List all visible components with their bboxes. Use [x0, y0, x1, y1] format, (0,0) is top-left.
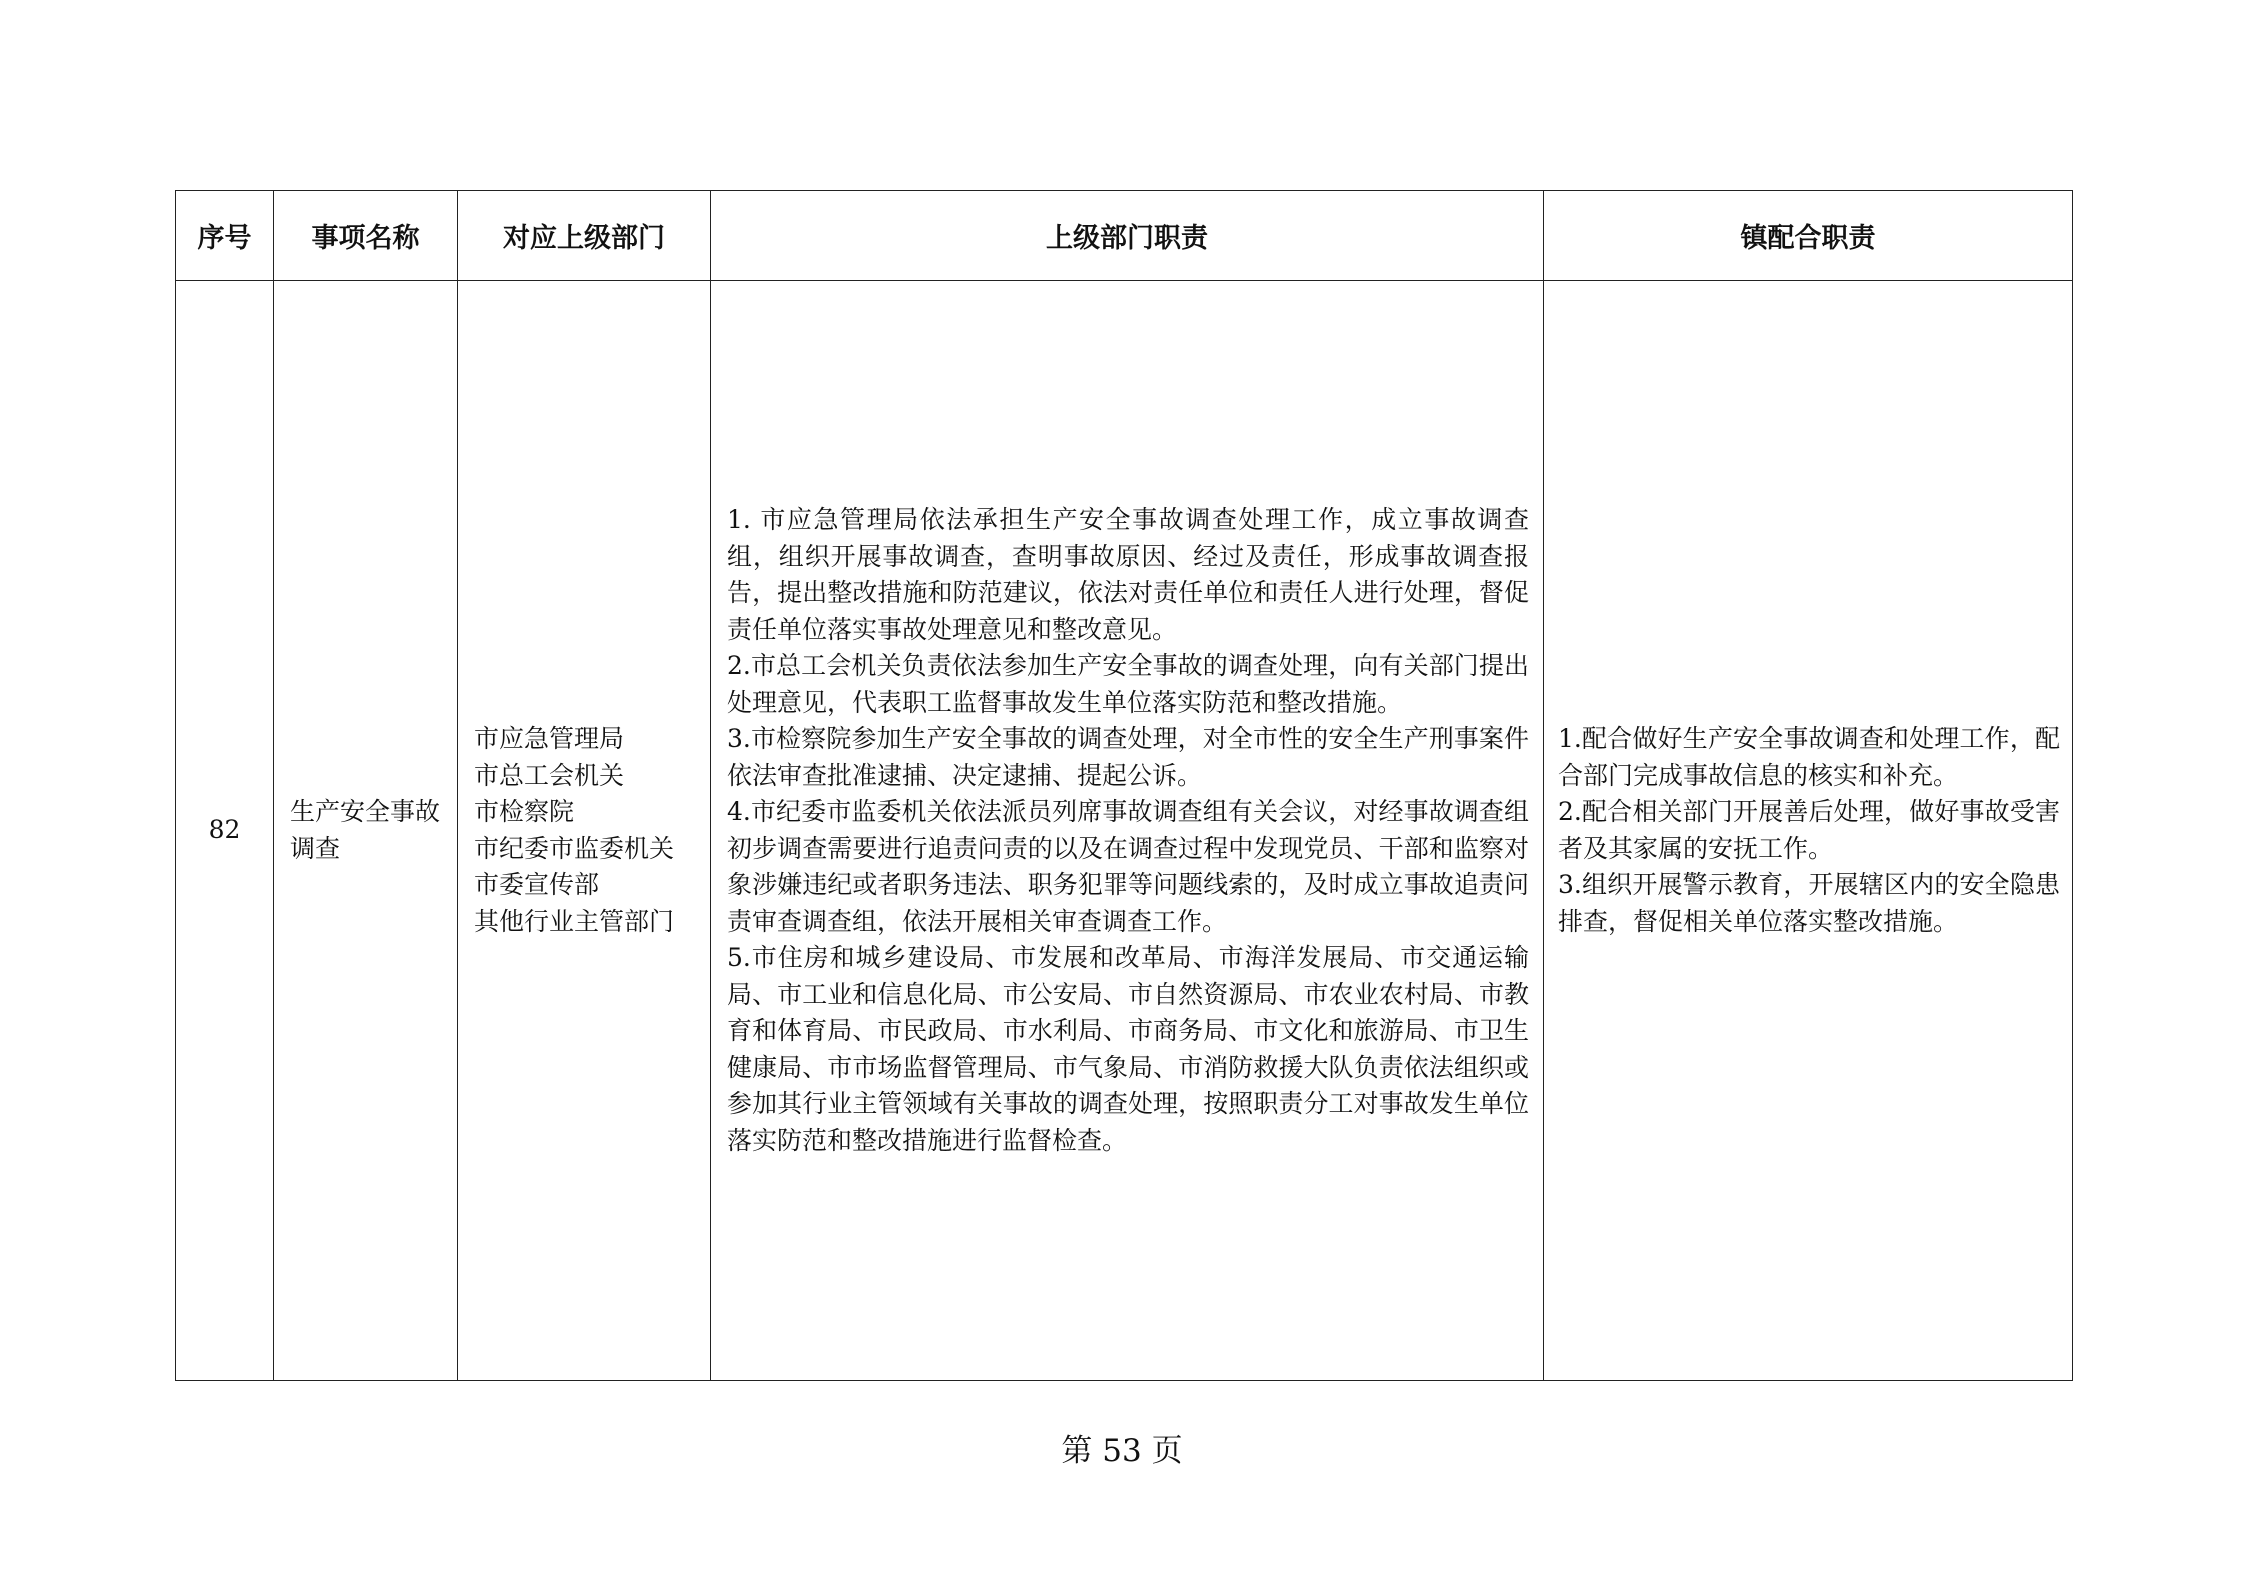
row-town-duties — [1544, 281, 2073, 1381]
department-line: 其他行业主管部门 — [474, 906, 675, 936]
header-superior-duties: 上级部门职责 — [711, 191, 1544, 281]
row-item-name: 生产安全事故调查 — [274, 281, 458, 1381]
row-superior-duties — [711, 281, 1544, 1381]
department-line: 市纪委市监委机关 — [474, 833, 675, 863]
header-town-duties: 镇配合职责 — [1544, 191, 2073, 281]
table-header-row — [176, 191, 2073, 281]
duty-paragraph: 1. 市应急管理局依法承担生产安全事故调查处理工作，成立事故调查组，组织开展事故调查，查明事故原因、经过及责任，形成事故调查报告，提出整改措施和防范建议，依法对责任单位和责任人进行处理，督促责任单位落实事故处理意见和整改意见。 — [727, 505, 1529, 644]
duty-table — [175, 190, 2073, 1381]
department-line: 市总工会机关 — [474, 760, 625, 790]
page-number: 第 53 页 — [1061, 1433, 1183, 1469]
duty-paragraph: 4.市纪委市监委机关依法派员列席事故调查组有关会议，对经事故调查组初步调查需要进行追责问责的以及在调查过程中发现党员、干部和监察对象涉嫌违纪或者职务违法、职务犯罪等问题线索的，及时成立事故追责问责审查调查组，依法开展相关审查调查工作。 — [727, 797, 1529, 936]
row-number: 82 — [176, 281, 274, 1381]
header-item-name: 事项名称 — [274, 191, 458, 281]
department-line: 市委宣传部 — [474, 870, 600, 899]
duty-paragraph: 5.市住房和城乡建设局、市发展和改革局、市海洋发展局、市交通运输局、市工业和信息化局、市公安局、市自然资源局、市农业农村局、市教育和体育局、市民政局、市水利局、市商务局、市文化和旅游局、市卫生健康局、市市场监督管理局、市气象局、市消防救援大队负责依法组织或参加其行业主管领域有关事故的调查处理，按照职责分工对事故发生单位落实防范和整改措施进行监督检查。 — [727, 943, 1529, 1155]
duty-paragraph: 3.市检察院参加生产安全事故的调查处理，对全市性的安全生产刑事案件依法审查批准逮捕、决定逮捕、提起公诉。 — [727, 724, 1529, 790]
department-line: 市应急管理局 — [474, 724, 625, 753]
header-number: 序号 — [176, 191, 274, 281]
town-duty-paragraph: 2.配合相关部门开展善后处理，做好事故受害者及其家属的安抚工作。 — [1558, 797, 2060, 863]
town-duty-paragraph: 3.组织开展警示教育，开展辖区内的安全隐患排查，督促相关单位落实整改措施。 — [1558, 870, 2060, 936]
department-line: 市检察院 — [474, 797, 575, 826]
table-row — [176, 281, 2073, 1381]
header-superior-department: 对应上级部门 — [458, 191, 711, 281]
duty-paragraph: 2.市总工会机关负责依法参加生产安全事故的调查处理，向有关部门提出处理意见，代表职工监督事故发生单位落实防范和整改措施。 — [727, 651, 1529, 717]
town-duty-paragraph: 1.配合做好生产安全事故调查和处理工作，配合部门完成事故信息的核实和补充。 — [1558, 724, 2060, 790]
row-departments — [458, 281, 711, 1381]
